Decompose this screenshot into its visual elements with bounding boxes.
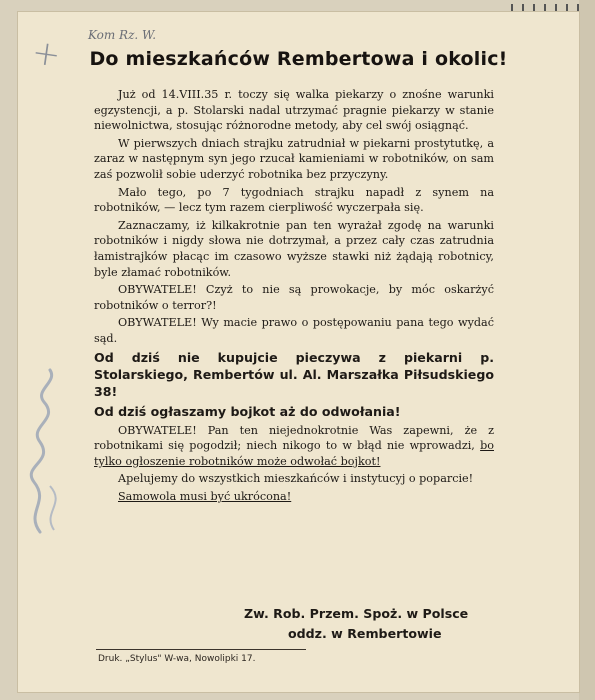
scan-edge (579, 0, 595, 700)
pencil-scribble-mark (20, 362, 80, 542)
boycott-call: Od dziś nie kupujcie pieczywa z piekarni p. Stolarskiego, Rembertów ul. Al. Marszałka Piłsudskiego 38! (94, 349, 494, 399)
signature-block (244, 604, 468, 644)
signature-line: oddz. w Rembertowie (288, 626, 442, 641)
printer-imprint: Druk. „Stylus" W-wa, Nowolipki 17. (98, 654, 256, 664)
footer-divider (96, 649, 306, 650)
paragraph: W pierwszych dniach strajku zatrudniał w piekarni prostytutkę, a zaraz w następnym syn jego rzucał kamieniami w robotników, on sam zaś pozwolił sobie uderzyć robotnika bez przyczyny. (94, 136, 494, 181)
handwritten-note: Kom Rz. W. (88, 28, 157, 42)
scan-ruler-marks (511, 4, 579, 11)
paragraph: Zaznaczamy, iż kilkakrotnie pan ten wyrażał zgodę na warunki robotników i nigdy słowa nie dotrzymał, a przez cały czas zatrudnia łamistrajków płacąc im czasowo wyższe stawki niż żądają robotnicy, byle złamać robotników. (94, 218, 494, 279)
paragraph: Już od 14.VIII.35 r. toczy się walka piekarzy o znośne warunki egzystencji, a p. Stolarski nadal utrzymać pragnie piekarzy w stanie niewolnictwa, stosując różnorodne metody, aby cel swój osiągnąć. (94, 88, 494, 133)
pencil-cross-mark: + (29, 32, 64, 76)
appeal-paragraph: Apelujemy do wszystkich mieszkańców i instytucyj o poparcie! (118, 472, 474, 486)
slogan-text: Samowola musi być ukrócona! (118, 489, 292, 503)
slogan-paragraph (94, 489, 494, 505)
warning-text: OBYWATELE! Pan ten niejednokrotnie Was zapewni, że z robotnikami się pogodził; niech nikogo to w błąd nie wprowadzi, (94, 423, 494, 453)
paragraph: OBYWATELE! Wy macie prawo o postępowaniu pana tego wydać sąd. (94, 316, 494, 345)
page-title: Do mieszkańców Rembertowa i okolic! (89, 48, 508, 70)
warning-paragraph (94, 423, 494, 470)
boycott-announcement: Od dziś ogłaszamy bojkot aż do odwołania! (94, 403, 401, 419)
paragraph: Mało tego, po 7 tygodniach strajku napadł z synem na robotników, — lecz tym razem cierpliwość wyczerpała się. (94, 185, 494, 215)
document-body (94, 87, 494, 506)
paragraph: OBYWATELE! Czyż to nie są prowokacje, by móc oskarżyć robotników o terror?! (94, 283, 494, 312)
document-sheet (18, 12, 579, 692)
signature-line: Zw. Rob. Przem. Spoż. w Polsce (244, 606, 469, 621)
warning-underlined-text: bo tylko ogłoszenie robotników może odwołać bojkot! (94, 439, 494, 468)
